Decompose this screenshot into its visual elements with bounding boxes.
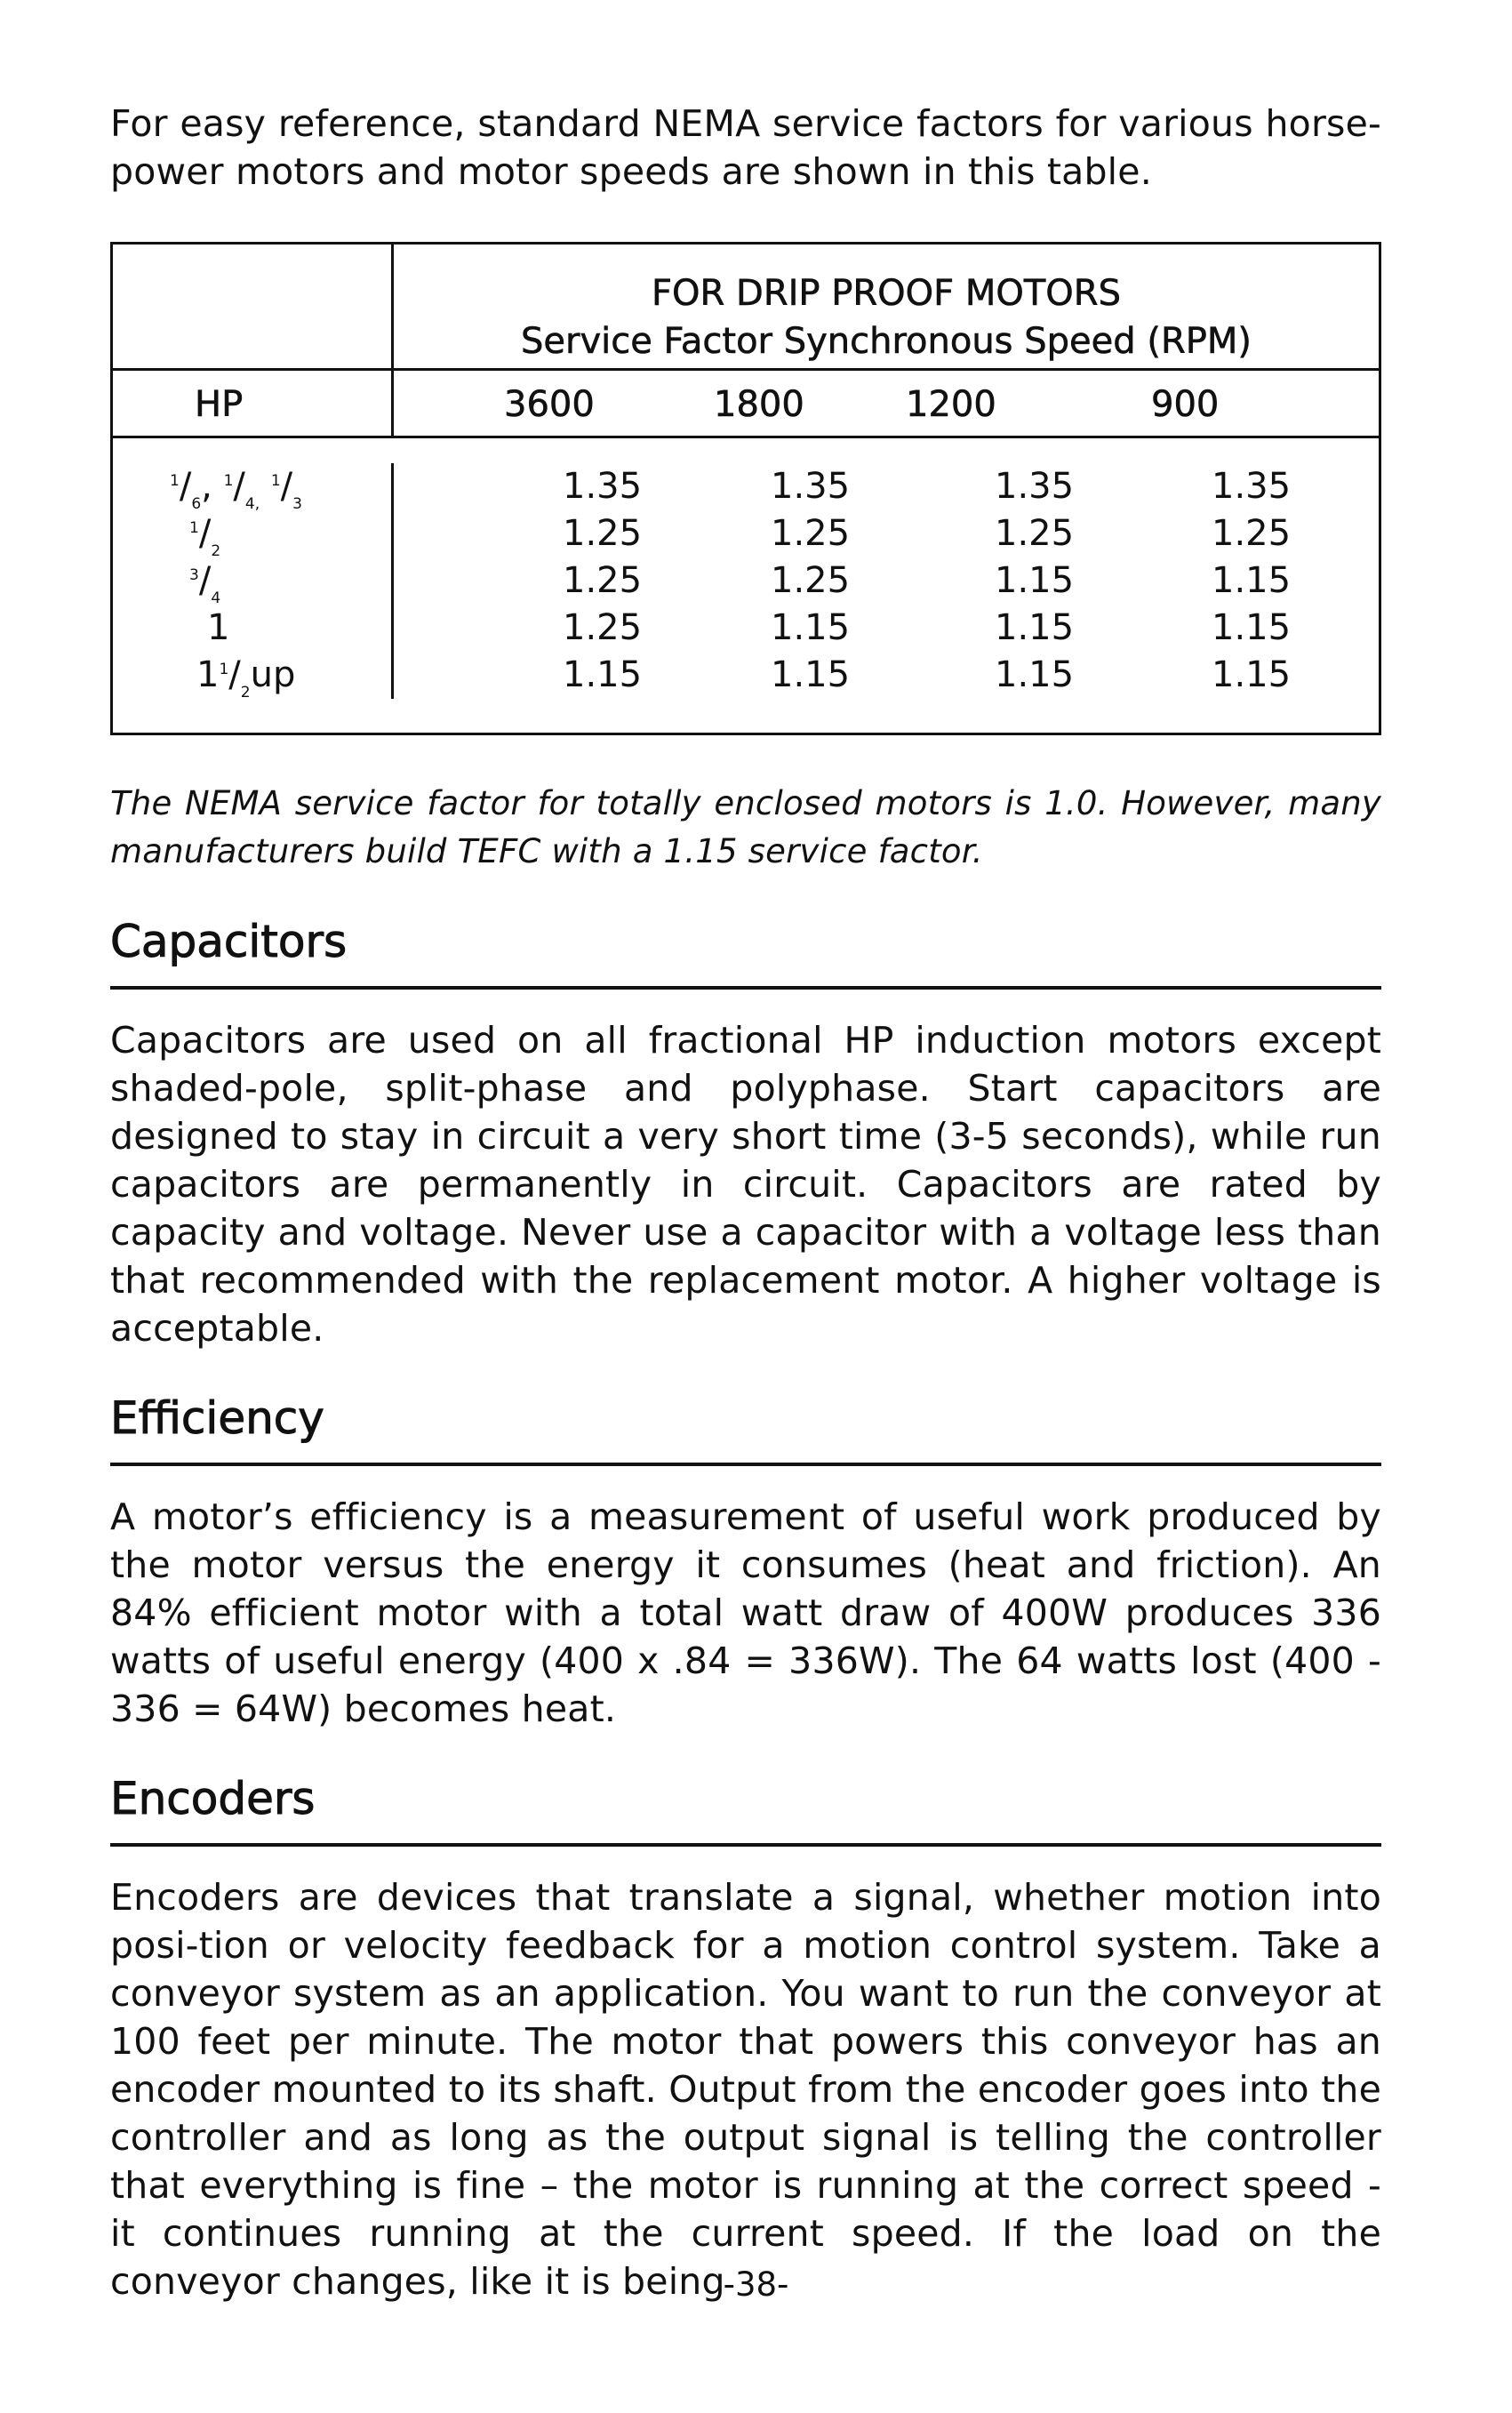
section-efficiency — [110, 1391, 1381, 1733]
table-cell: 1.15 — [995, 607, 1075, 648]
table-column-header-row — [113, 371, 1379, 438]
section-body: A motor’s efficiency is a measurement of useful work produced by the motor versus the energy it consumes (heat and friction). An 84% efficient motor with a total watt draw of 400W produces 336 watts of useful energy (400 x .84 = 336W). The 64 watts lost (400 - 336 = 64W) becomes heat. — [110, 1495, 1381, 1730]
table-row — [113, 557, 1379, 605]
table-cell: 1.25 — [771, 513, 851, 554]
hp-column-header: HP — [113, 371, 394, 436]
section-capacitors — [110, 915, 1381, 1352]
page-content — [110, 100, 1381, 2305]
speed-header-900: 900 — [1151, 384, 1220, 425]
table-cell: 1.15 — [1212, 560, 1292, 601]
section-encoders — [110, 1772, 1381, 2305]
section-body: Capacitors are used on all fractional HP induction motors except shaded-pole, split-phase and polyphase. Start capacitors are designed to stay in circuit a very short time (3-5 seconds), while run capacitors are permanently in circuit. Capacitors are rated by capacity and voltage. Never use a capacitor with a voltage less than that recommended with the replacement motor. A higher voltage is acceptable. — [110, 1019, 1381, 1350]
heading-rule — [110, 986, 1381, 990]
table-cell: 1.25 — [1212, 513, 1292, 554]
heading-rule — [110, 1843, 1381, 1847]
table-subtitle: Service Factor Synchronous Speed (RPM) — [521, 321, 1252, 362]
table-cell: 1.25 — [563, 513, 643, 554]
table-cell: 1.15 — [995, 654, 1075, 695]
hp-label: $^1/_2$ — [189, 513, 221, 560]
table-cell: 1.35 — [563, 466, 643, 507]
section-heading: Capacitors — [110, 916, 348, 967]
heading-rule — [110, 1463, 1381, 1466]
table-cell: 1.25 — [563, 560, 643, 601]
table-cell: 1.25 — [563, 607, 643, 648]
hp-label: $^1/_6$, $^1/_{4,}$ $^1/_3$ — [170, 466, 302, 513]
intro-paragraph: For easy reference, standard NEMA service factors for various horse-power motors and motor speeds are shown in this table. — [110, 102, 1381, 193]
table-title: FOR DRIP PROOF MOTORS — [652, 273, 1121, 314]
table-cell: 1.15 — [995, 560, 1075, 601]
speed-header-1800: 1800 — [714, 384, 804, 425]
table-cell: 1.15 — [563, 654, 643, 695]
hp-label: $^3/_4$ — [189, 560, 221, 607]
hp-label: 1 — [207, 607, 230, 648]
hp-label: $1^1/_2up$ — [196, 654, 296, 701]
table-cell: 1.15 — [771, 654, 851, 695]
speed-header-1200: 1200 — [906, 384, 996, 425]
table-cell: 1.35 — [995, 466, 1075, 507]
section-heading: Encoders — [110, 1773, 316, 1824]
table-row — [113, 510, 1379, 560]
table-row — [113, 652, 1379, 699]
table-cell: 1.25 — [771, 560, 851, 601]
table-cell: 1.15 — [771, 607, 851, 648]
table-row — [113, 463, 1379, 513]
table-footnote: The NEMA service factor for totally enclosed motors is 1.0. However, many manufacturers build TEFC with a 1.15 service factor. — [110, 784, 1381, 870]
table-title-cell — [394, 245, 1379, 368]
table-cell: 1.35 — [1212, 466, 1292, 507]
table-cell: 1.15 — [1212, 654, 1292, 695]
table-cell: 1.25 — [995, 513, 1075, 554]
section-body: Encoders are devices that translate a signal, whether motion into posi-tion or velocity feedback for a motion control system. Take a conveyor system as an application. You want to run the conveyor at 100 feet per minute. The motor that powers this conveyor has an encoder mounted to its shaft. Output from the encoder goes into the controller and as long as the output signal is telling the controller that everything is fine – the motor is running at the correct speed - it continues running at the current speed. If the load on the conveyor changes, like it is being — [110, 1876, 1381, 2303]
table-corner-cell — [113, 245, 394, 368]
table-title-row — [113, 245, 1379, 371]
section-heading: Efficiency — [110, 1392, 324, 1444]
table-body — [113, 438, 1379, 733]
table-row — [113, 605, 1379, 652]
service-factor-table — [110, 242, 1381, 735]
page-number: -38- — [723, 2265, 789, 2304]
table-cell: 1.35 — [771, 466, 851, 507]
speed-header-3600: 3600 — [504, 384, 595, 425]
table-cell: 1.15 — [1212, 607, 1292, 648]
